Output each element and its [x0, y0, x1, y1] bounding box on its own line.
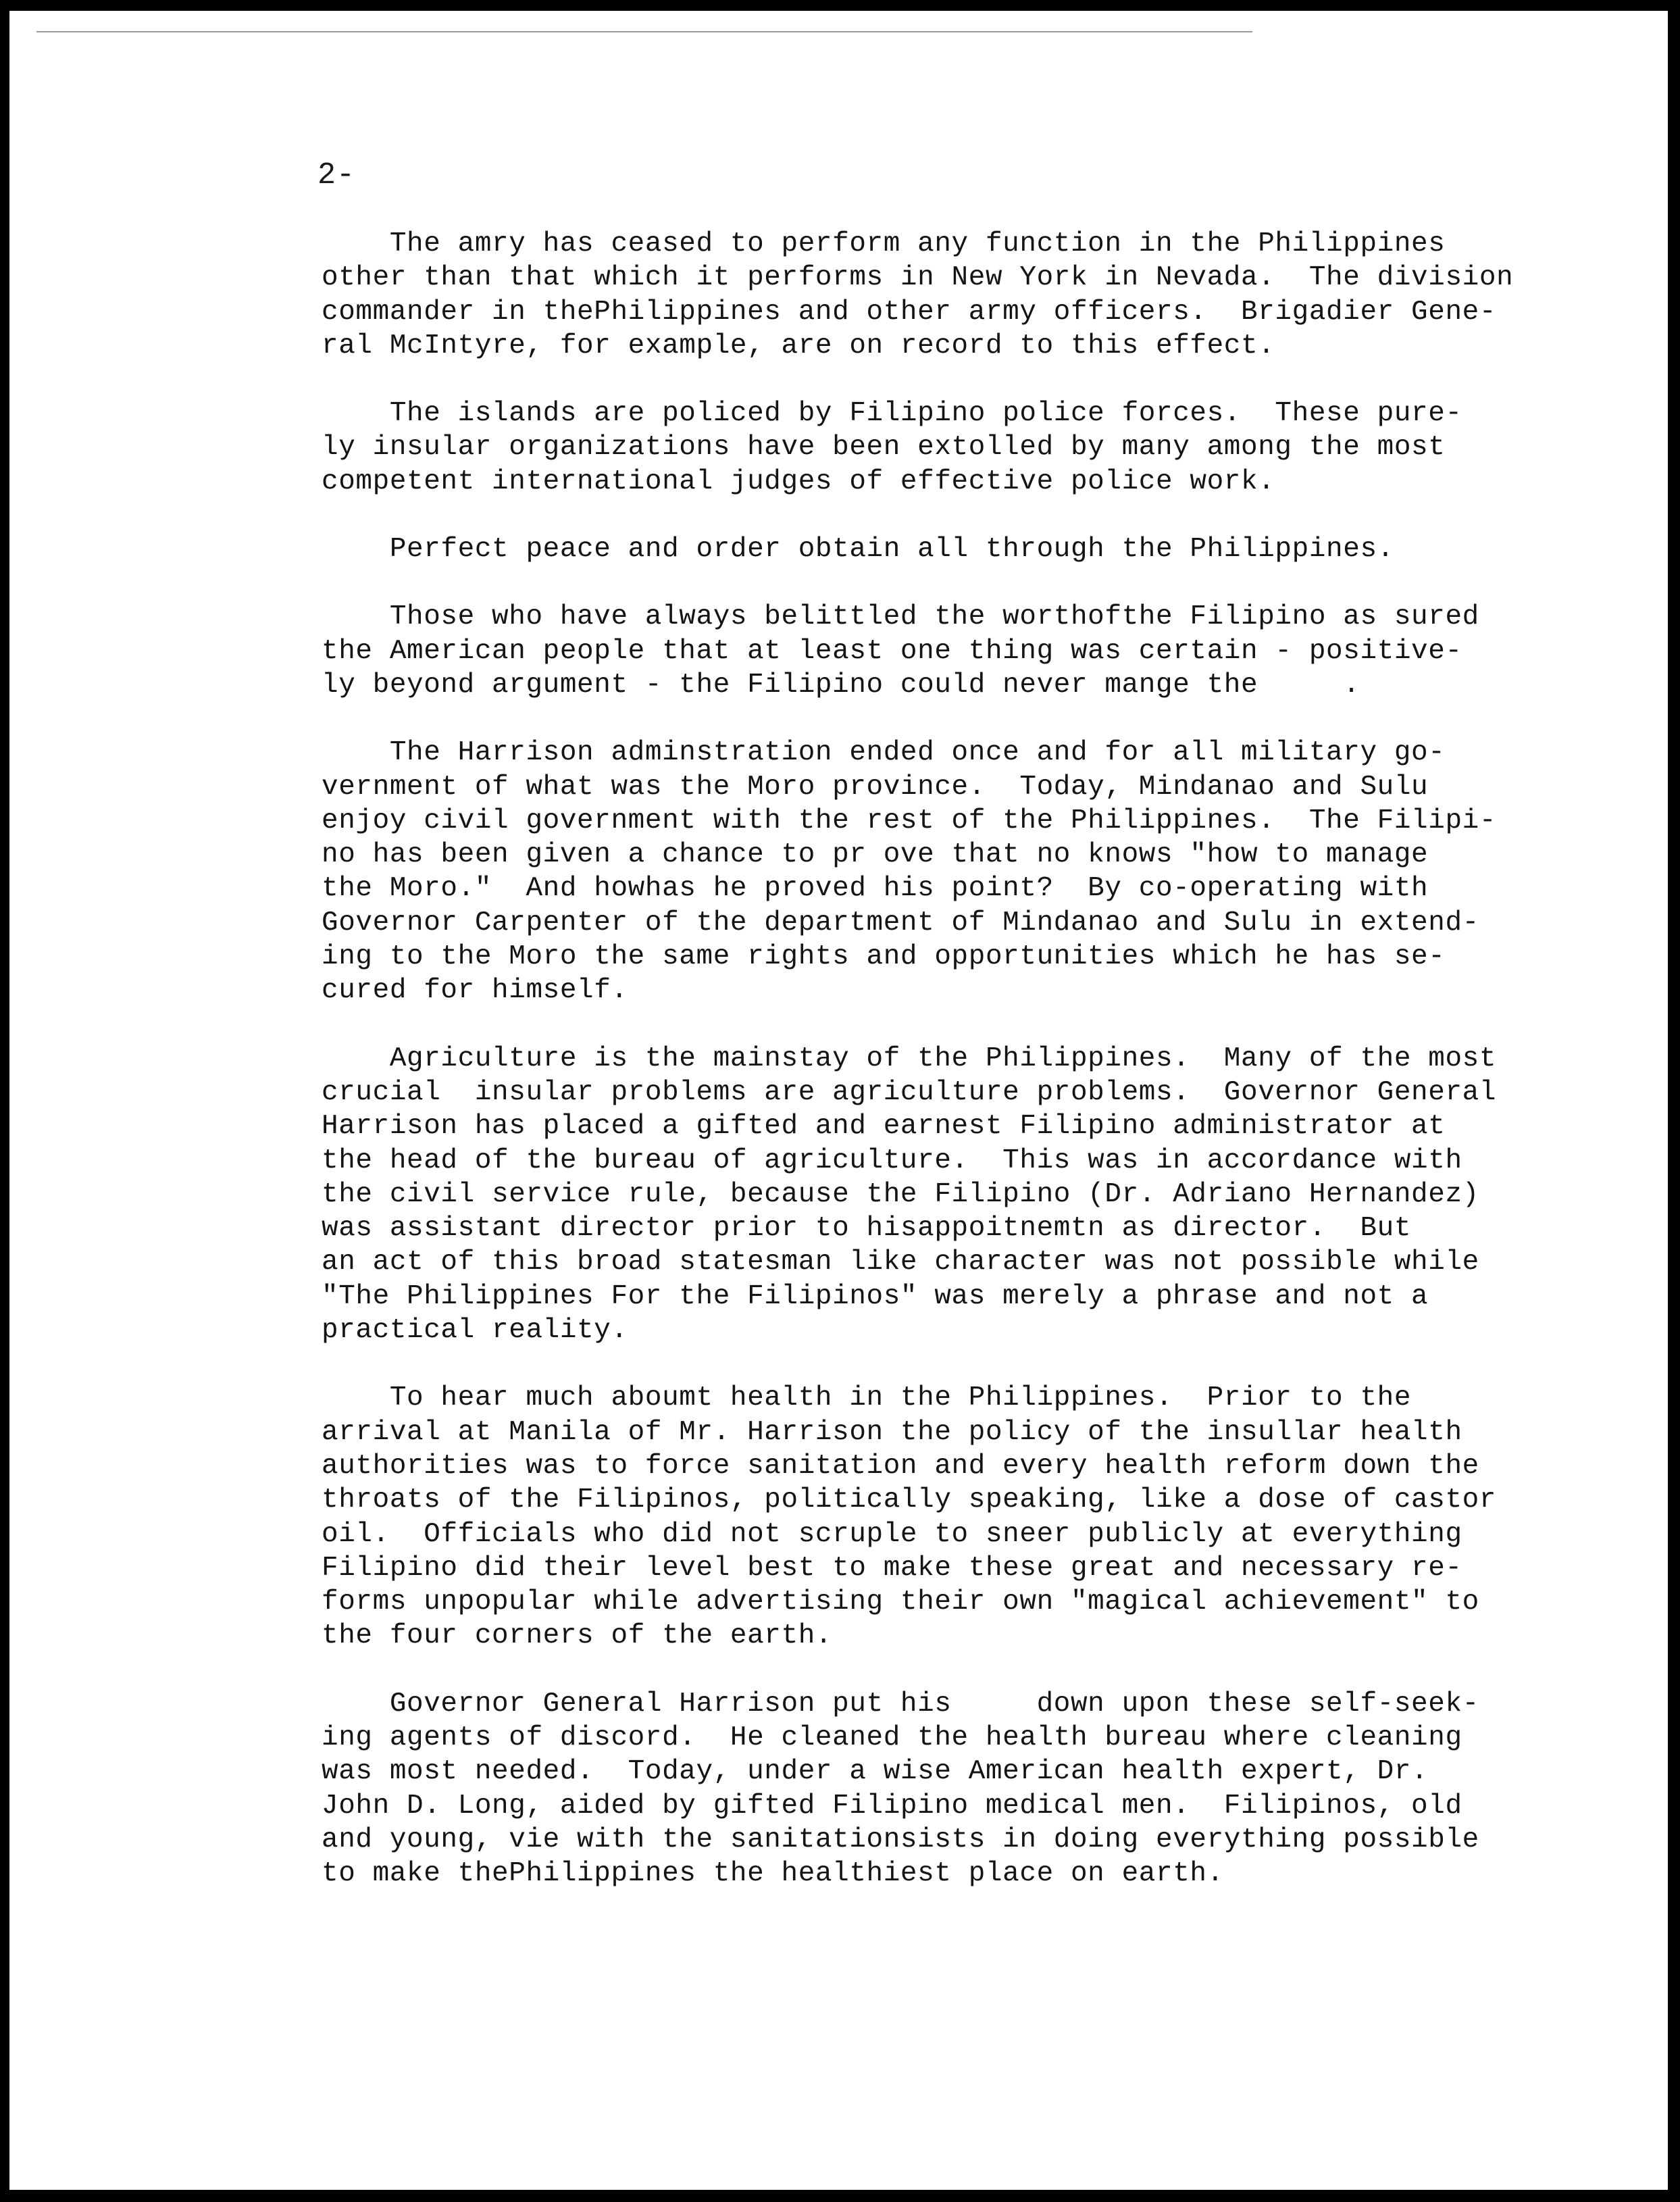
text-line: crucial insular problems are agriculture problems. Governor General [322, 1076, 1497, 1108]
text-line: the American people that at least one thing was certain - positive- [322, 635, 1462, 667]
text-line: Governor Carpenter of the department of Mindanao and Sulu in extend- [322, 907, 1479, 939]
text-line: and young, vie with the sanitationsists in doing everything possible [322, 1824, 1479, 1855]
paragraph [322, 736, 1592, 1007]
text-line: the four corners of the earth. [322, 1620, 833, 1652]
text-line: no has been given a chance to pr ove that no knows "how to manage [322, 839, 1429, 871]
text-line: was most needed. Today, under a wise American health expert, Dr. [322, 1756, 1429, 1788]
text-line: the Moro." And howhas he proved his point? By co-operating with [322, 873, 1429, 905]
text-line: commander in thePhilippines and other army officers. Brigadier Gene- [322, 296, 1497, 328]
text-line: ral McIntyre, for example, are on record to this effect. [322, 330, 1275, 361]
paragraph [322, 532, 1592, 566]
text-line: ing agents of discord. He cleaned the health bureau where cleaning [322, 1722, 1462, 1753]
text-line: to make thePhilippines the healthiest place on earth. [322, 1858, 1224, 1890]
text-line: enjoy civil government with the rest of the Philippines. The Filipi- [322, 805, 1497, 836]
text-line: throats of the Filipinos, politically speaking, like a dose of castor [322, 1484, 1497, 1516]
text-line: competent international judges of effective police work. [322, 466, 1275, 497]
document-body [322, 227, 1592, 1924]
text-line: was assistant director prior to hisappoitnemtn as director. But [322, 1213, 1412, 1245]
paragraph [322, 1042, 1592, 1348]
text-line: ly beyond argument - the Filipino could never mange the . [322, 669, 1360, 701]
text-line: The Harrison adminstration ended once and for all military go- [322, 737, 1446, 769]
text-line: Filipino did their level best to make these great and necessary re- [322, 1552, 1462, 1584]
text-line: cured for himself. [322, 975, 628, 1007]
text-line: oil. Officials who did not scruple to sneer publicly at everything [322, 1518, 1462, 1550]
text-line: ly insular organizations have been extolled by many among the most [322, 432, 1446, 464]
text-line: Those who have always belittled the worthofthe Filipino as sured [322, 601, 1479, 633]
page-number: 2- [317, 158, 356, 193]
text-line: Harrison has placed a gifted and earnest Filipino administrator at [322, 1111, 1446, 1143]
text-line: arrival at Manila of Mr. Harrison the policy of the insullar health [322, 1416, 1462, 1448]
text-line: Perfect peace and order obtain all through the Philippines. [322, 534, 1394, 566]
text-line: Agriculture is the mainstay of the Philippines. Many of the most [322, 1043, 1497, 1074]
text-line: forms unpopular while advertising their own "magical achievement" to [322, 1586, 1479, 1618]
paragraph [322, 1381, 1592, 1653]
text-line: the civil service rule, because the Filipino (Dr. Adriano Hernandez) [322, 1178, 1479, 1210]
document-page [9, 11, 1668, 2190]
text-line: To hear much aboumt health in the Philippines. Prior to the [322, 1382, 1412, 1414]
scan-edge-line [36, 31, 1252, 32]
text-line: The islands are policed by Filipino police forces. These pure- [322, 398, 1462, 430]
text-line: other than that which it performs in New York in Nevada. The division [322, 262, 1514, 294]
text-line: Governor General Harrison put his down upon these self-seek- [322, 1688, 1479, 1720]
text-line: The amry has ceased to perform any function in the Philippines [322, 228, 1446, 259]
text-line: practical reality. [322, 1315, 628, 1347]
paragraph [322, 397, 1592, 499]
text-line: the head of the bureau of agriculture. This was in accordance with [322, 1145, 1462, 1176]
paragraph [322, 227, 1592, 363]
text-line: an act of this broad statesman like character was not possible while [322, 1247, 1479, 1278]
text-line: vernment of what was the Moro province. Today, Mindanao and Sulu [322, 771, 1429, 803]
text-line: John D. Long, aided by gifted Filipino medical men. Filipinos, old [322, 1790, 1462, 1822]
text-line: ing to the Moro the same rights and opportunities which he has se- [322, 941, 1446, 973]
paragraph [322, 1687, 1592, 1891]
paragraph [322, 600, 1592, 702]
text-line: authorities was to force sanitation and every health reform down the [322, 1450, 1479, 1482]
text-line: "The Philippines For the Filipinos" was merely a phrase and not a [322, 1280, 1429, 1312]
